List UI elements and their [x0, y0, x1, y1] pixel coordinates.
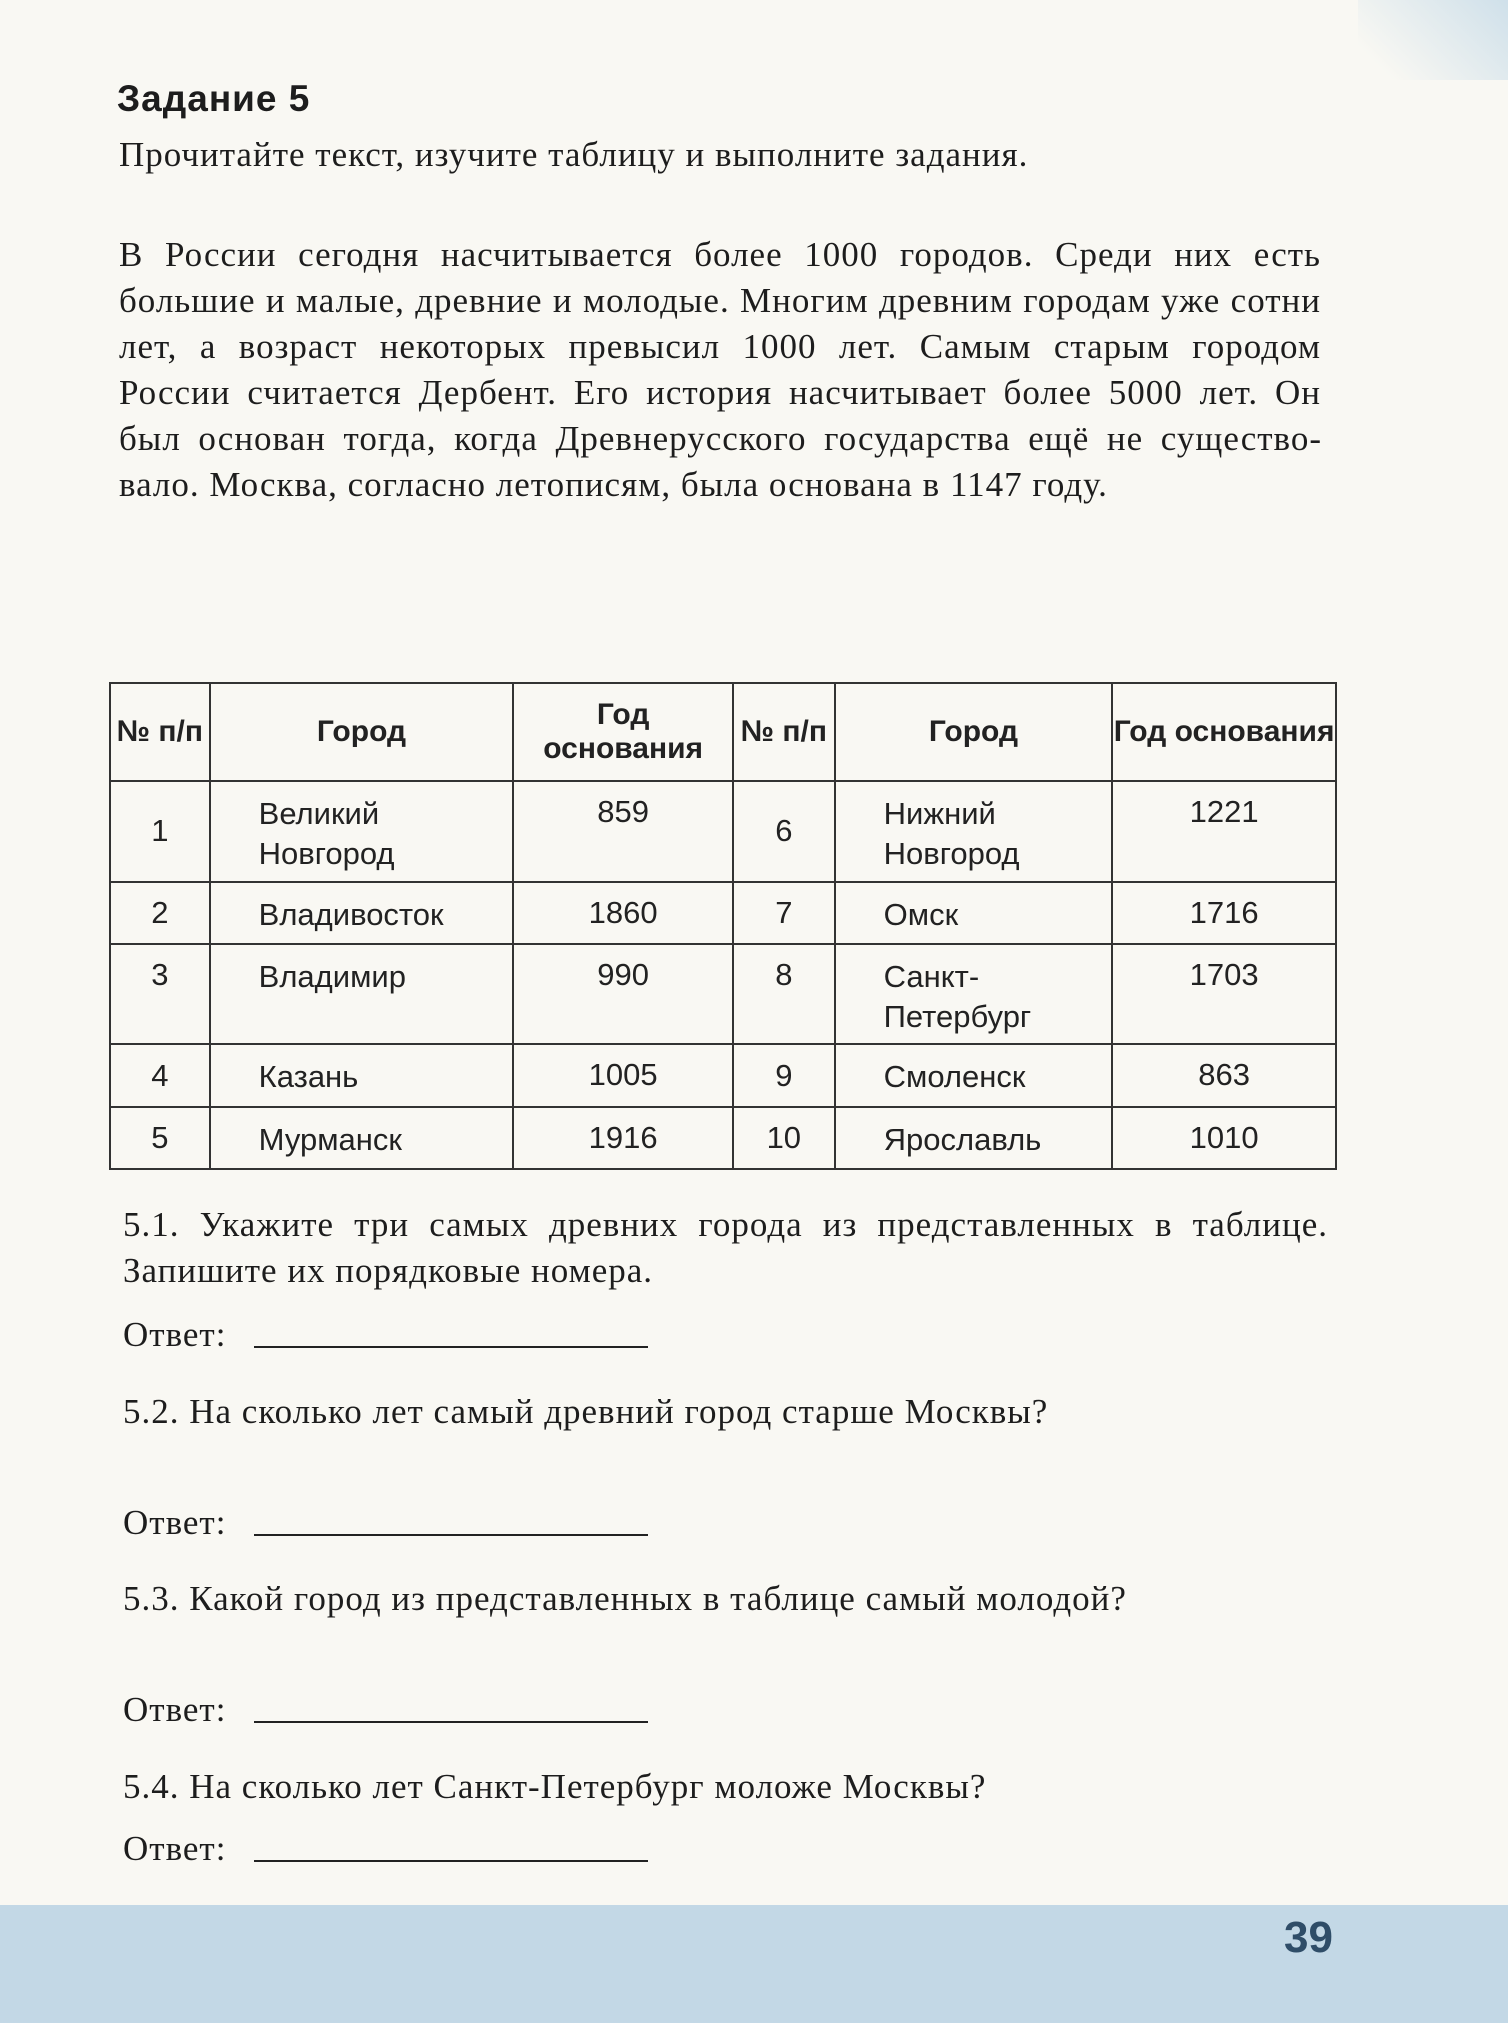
answer-label: Ответ: — [123, 1503, 227, 1542]
cell-number: 3 — [110, 944, 210, 1045]
task-text: В России сегодня насчитывается более 1000 городов. Среди них есть большие и малые, древние и молодые. Многим древним городам уже сотни лет, а возраст некоторых превысил 1000 лет. Самым старым городом России считается Дербент. Его история насчитывает более 5000 лет. Он был основан тогда, когда Древнерусского государства ещё не существовало. Москва, согласно летописям, была основана в 1147 году. — [119, 235, 1321, 504]
cell-number: 2 — [110, 882, 210, 944]
cell-city: Мурманск — [210, 1107, 514, 1169]
cell-year: 859 — [513, 781, 733, 882]
question-5-1: 5.1. Укажите три самых древних города из представленных в таблице. Запишите их порядковые номера. — [123, 1205, 1328, 1290]
answer-row — [123, 1312, 648, 1358]
table-row — [110, 944, 1336, 1045]
corner-tint — [1358, 0, 1508, 80]
cell-number: 6 — [733, 781, 835, 882]
table-row — [110, 882, 1336, 944]
cities-table — [109, 682, 1337, 1170]
question-5-2: 5.2. На сколько лет самый древний город старше Москвы? — [123, 1392, 1049, 1431]
answer-line-5-1[interactable] — [254, 1346, 648, 1348]
table-row — [110, 781, 1336, 882]
task-title: Задание 5 — [117, 78, 311, 119]
cell-year: 1716 — [1112, 882, 1336, 944]
cell-city: Великий Новгород — [210, 781, 514, 882]
cell-city: Нижний Новгород — [835, 781, 1113, 882]
cell-number: 7 — [733, 882, 835, 944]
header-year: Год основания — [1112, 683, 1336, 781]
cell-year: 1221 — [1112, 781, 1336, 882]
cell-number: 10 — [733, 1107, 835, 1169]
question-5-3: 5.3. Какой город из представленных в таблице самый молодой? — [123, 1579, 1127, 1618]
cell-number: 4 — [110, 1044, 210, 1106]
table-row — [110, 1107, 1336, 1169]
cell-city: Казань — [210, 1044, 514, 1106]
answer-line-5-4[interactable] — [254, 1860, 648, 1862]
cell-number: 8 — [733, 944, 835, 1045]
cell-year: 1005 — [513, 1044, 733, 1106]
header-number: № п/п — [110, 683, 210, 781]
cell-city: Санкт-Петербург — [835, 944, 1113, 1045]
cell-year: 1010 — [1112, 1107, 1336, 1169]
header-year: Год основания — [513, 683, 733, 781]
cell-number: 1 — [110, 781, 210, 882]
table-header-row — [110, 683, 1336, 781]
task-instruction: Прочитайте текст, изучите таблицу и выполните задания. — [119, 135, 1029, 174]
cell-year: 990 — [513, 944, 733, 1045]
cell-year: 1703 — [1112, 944, 1336, 1045]
cell-city: Омск — [835, 882, 1113, 944]
table-row — [110, 1044, 1336, 1106]
answer-row — [123, 1500, 648, 1546]
answer-label: Ответ: — [123, 1315, 227, 1354]
page-number: 39 — [1284, 1913, 1333, 1962]
cell-city: Владивосток — [210, 882, 514, 944]
cell-year: 1916 — [513, 1107, 733, 1169]
cell-number: 5 — [110, 1107, 210, 1169]
answer-line-5-2[interactable] — [254, 1534, 648, 1536]
header-city: Город — [835, 683, 1113, 781]
answer-row — [123, 1687, 648, 1733]
cell-city: Ярославль — [835, 1107, 1113, 1169]
answer-label: Ответ: — [123, 1829, 227, 1868]
header-number: № п/п — [733, 683, 835, 781]
answer-label: Ответ: — [123, 1690, 227, 1729]
cell-year: 863 — [1112, 1044, 1336, 1106]
question-5-4: 5.4. На сколько лет Санкт-Петербург моложе Москвы? — [123, 1767, 987, 1806]
cell-city: Владимир — [210, 944, 514, 1045]
answer-row — [123, 1826, 648, 1872]
page-footer-band — [0, 1905, 1508, 2023]
answer-line-5-3[interactable] — [254, 1721, 648, 1723]
cell-number: 9 — [733, 1044, 835, 1106]
cell-city: Смоленск — [835, 1044, 1113, 1106]
cell-year: 1860 — [513, 882, 733, 944]
header-city: Город — [210, 683, 514, 781]
